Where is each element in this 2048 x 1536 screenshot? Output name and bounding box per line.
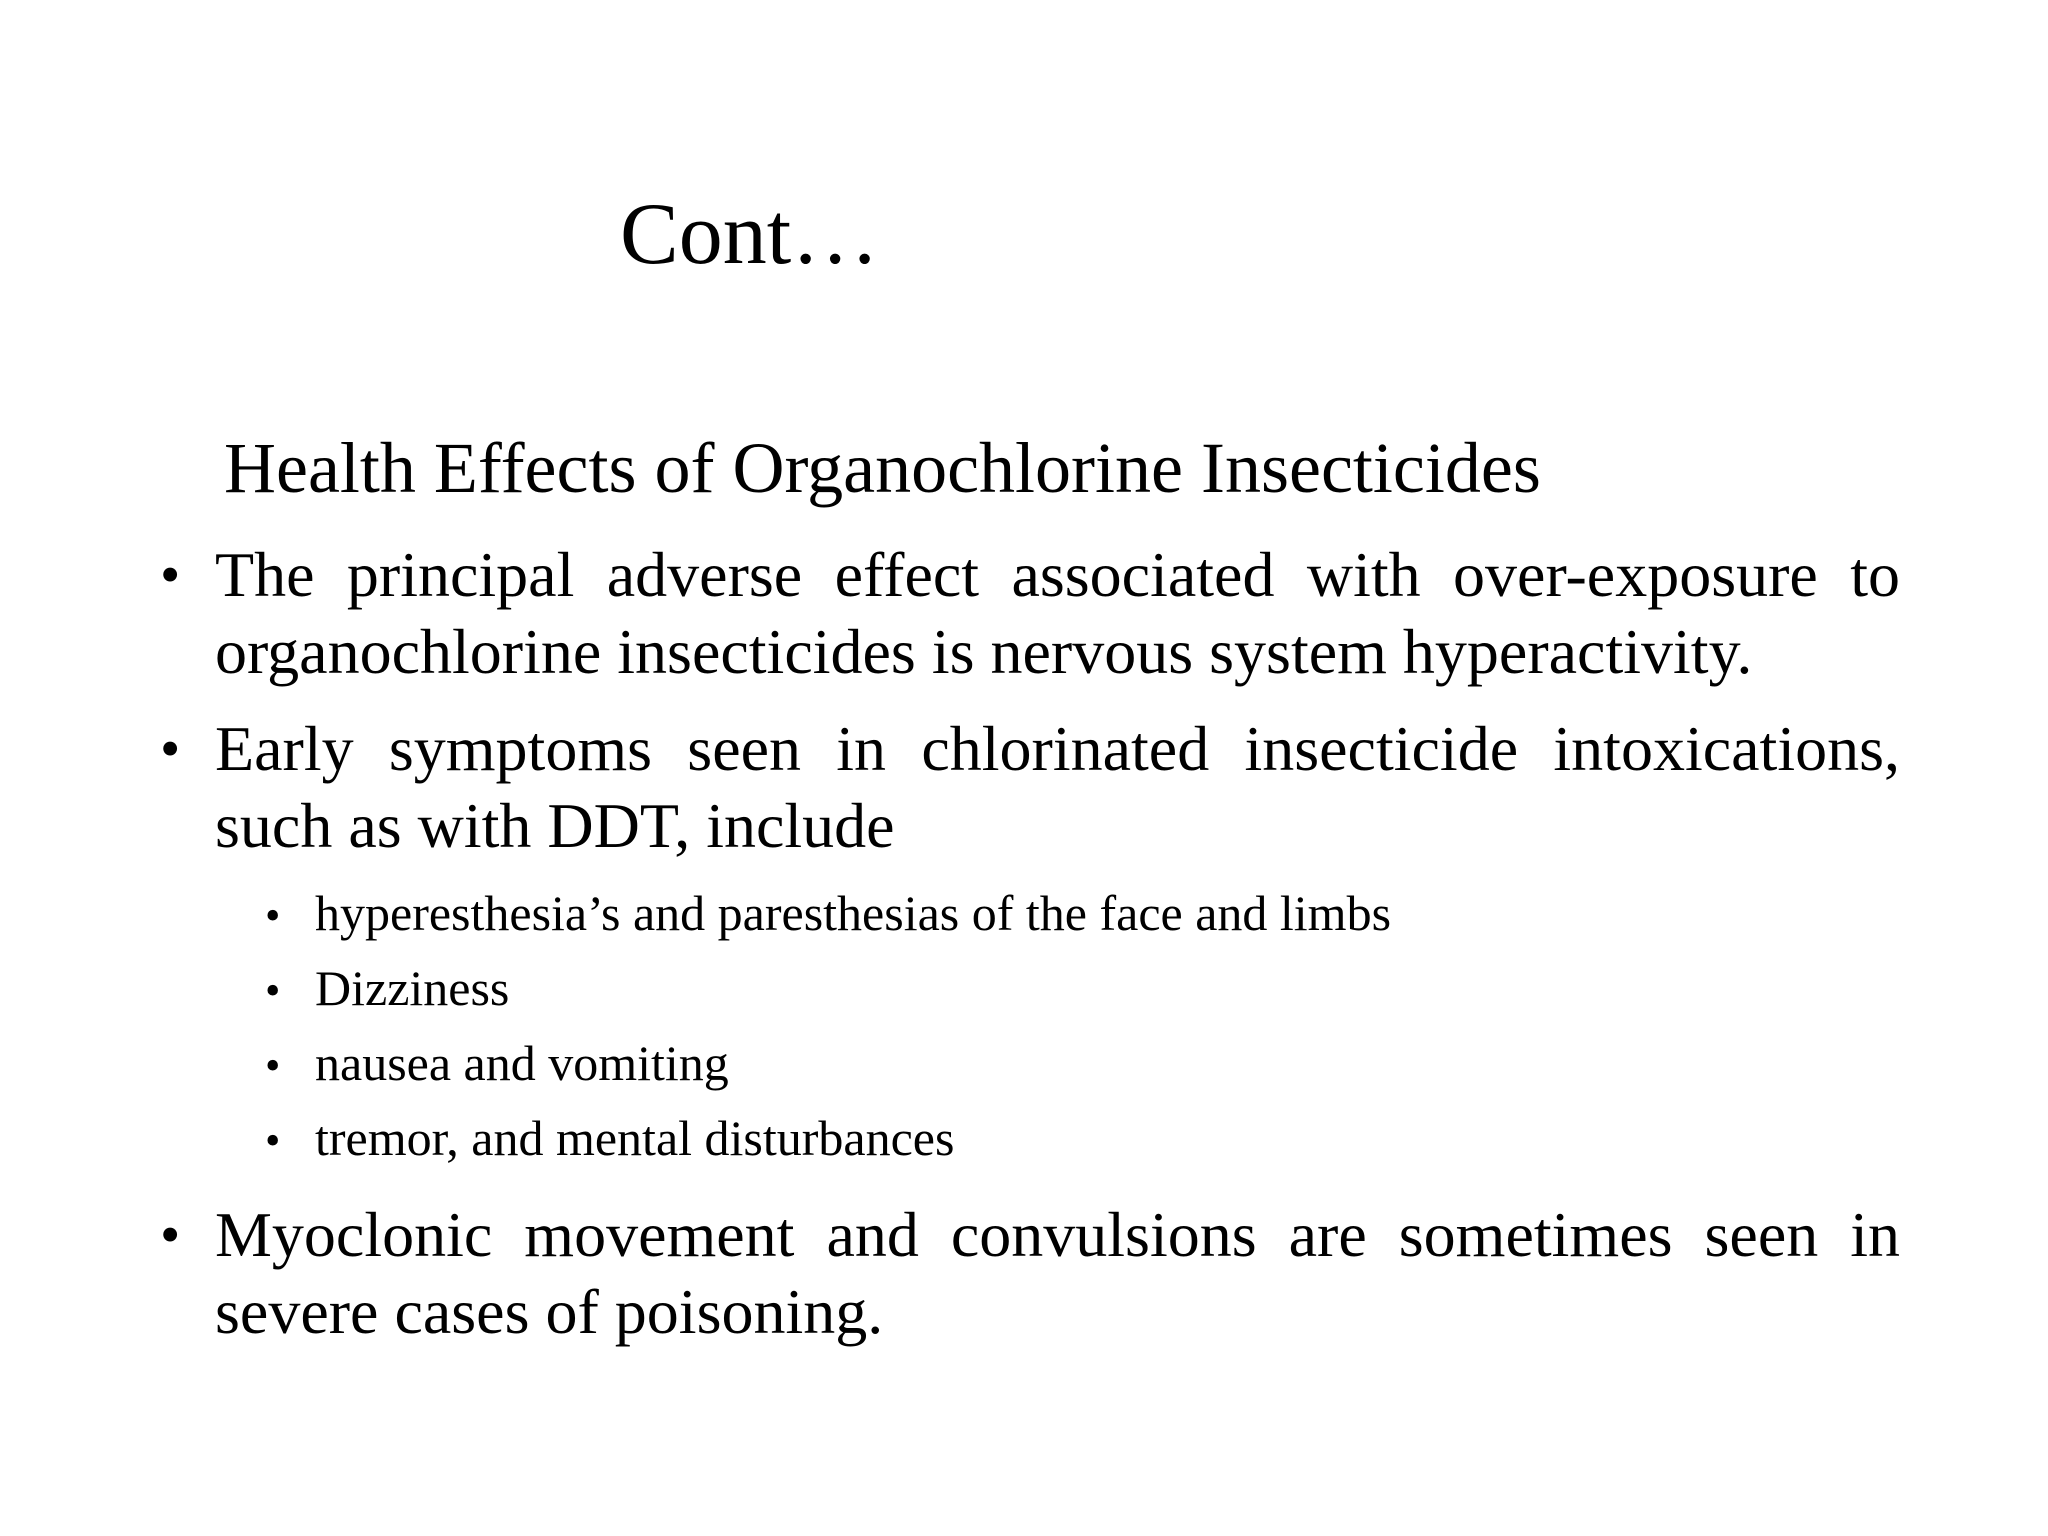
bullet-item — [160, 536, 1900, 690]
bullet-icon: • — [160, 1202, 181, 1267]
slide-title: Cont… — [620, 186, 880, 283]
sub-bullet-text: hyperesthesia’s and paresthesias of the face and limbs — [315, 885, 1392, 941]
slide-subtitle: Health Effects of Organochlorine Insecticides — [224, 428, 1541, 508]
bullet-item — [160, 1196, 1900, 1350]
sub-bullet-item — [265, 1109, 1900, 1168]
sub-bullet-text: nausea and vomiting — [315, 1035, 729, 1091]
sub-bullet-item — [265, 959, 1900, 1018]
bullet-item — [160, 710, 1900, 1168]
bullet-text: The principal adverse effect associated with over-exposure to organochlorine insecticides is nervous system hyperactivity. — [215, 539, 1900, 687]
sub-bullet-text: tremor, and mental disturbances — [315, 1110, 955, 1166]
bullet-text: Early symptoms seen in chlorinated insecticide intoxications, such as with DDT, include — [215, 713, 1900, 861]
sub-bullet-list — [215, 884, 1900, 1168]
sub-bullet-icon: • — [265, 1116, 281, 1165]
sub-bullet-item — [265, 884, 1900, 943]
sub-bullet-item — [265, 1034, 1900, 1093]
sub-bullet-icon: • — [265, 1041, 281, 1090]
sub-bullet-icon: • — [265, 891, 281, 940]
bullet-list — [160, 536, 1900, 1350]
bullet-icon: • — [160, 542, 181, 607]
sub-bullet-text: Dizziness — [315, 960, 510, 1016]
sub-bullet-icon: • — [265, 966, 281, 1015]
bullet-icon: • — [160, 716, 181, 781]
bullet-text: Myoclonic movement and convulsions are sometimes seen in severe cases of poisoning. — [215, 1199, 1900, 1347]
